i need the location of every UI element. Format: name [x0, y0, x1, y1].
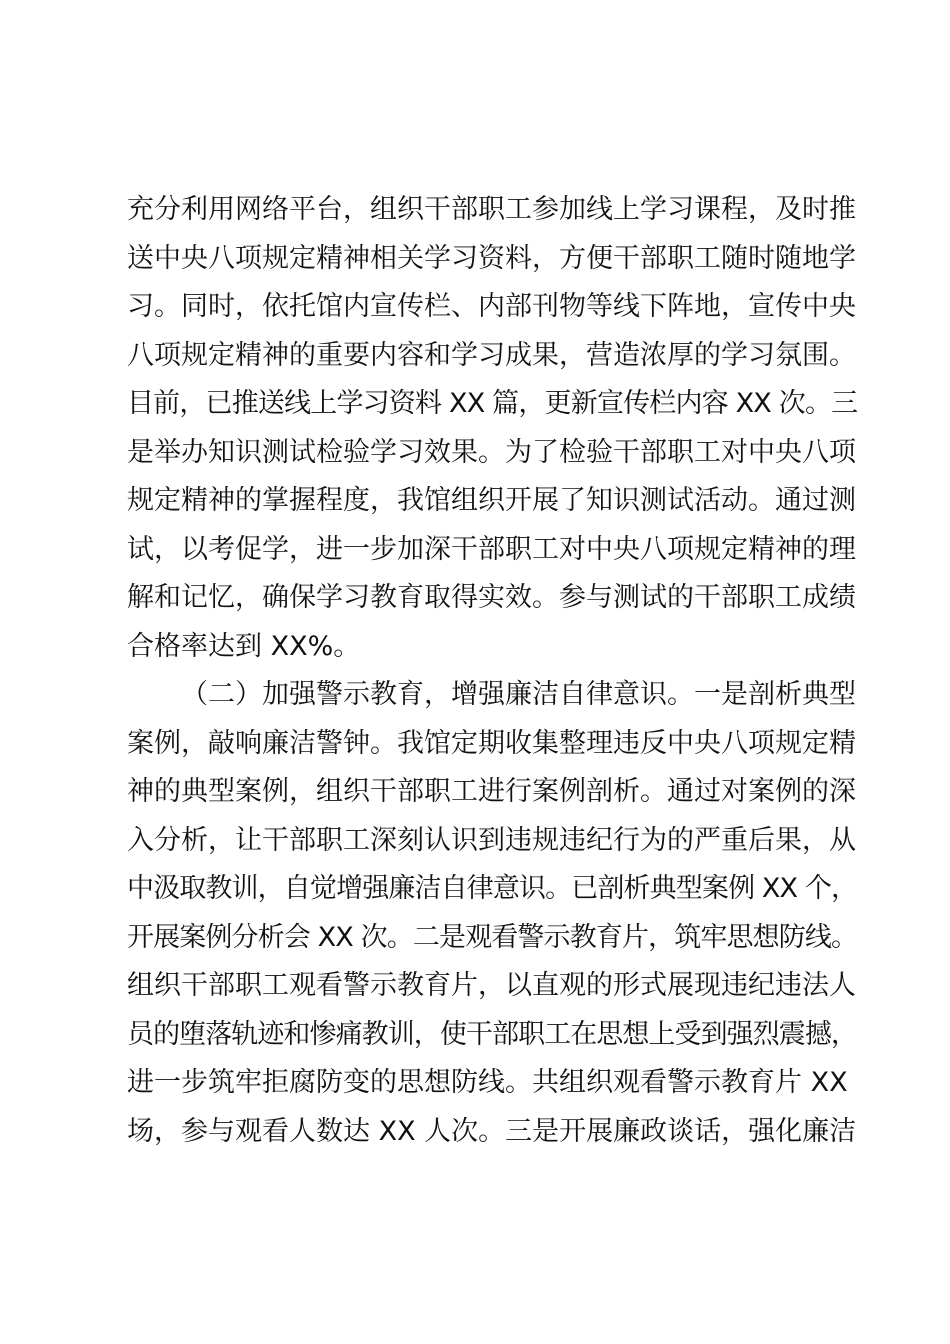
text-line-17: 组织干部职工观看警示教育片，以直观的形式展现违纪违法人 — [127, 970, 856, 1001]
text-line-19: 进一步筑牢拒腐防变的思想防线。共组织观看警示教育片 XX — [127, 1067, 848, 1098]
text-line-6: 是举办知识测试检验学习效果。为了检验干部职工对中央八项 — [127, 436, 856, 468]
text-line-13: 神的典型案例，组织干部职工进行案例剖析。通过对案例的深 — [127, 776, 856, 807]
text-line-7: 规定精神的掌握程度，我馆组织开展了知识测试活动。通过测 — [127, 485, 856, 516]
text-line-1: 充分利用网络平台，组织干部职工参加线上学习课程，及时推 — [127, 194, 856, 225]
paragraph-heading-line: （二）加强警示教育，增强廉洁自律意识。一是剖析典型 — [181, 679, 856, 710]
text-line-5: 目前，已推送线上学习资料 XX 篇，更新宣传栏内容 XX 次。三 — [127, 388, 858, 419]
text-line-8: 试，以考促学，进一步加深干部职工对中央八项规定精神的理 — [127, 533, 856, 565]
text-line-15: 中汲取教训，自觉增强廉洁自律意识。已剖析典型案例 XX 个， — [127, 873, 858, 904]
text-line-18: 员的堕落轨迹和惨痛教训，使干部职工在思想上受到强烈震撼， — [127, 1018, 857, 1050]
text-line-20: 场，参与观看人数达 XX 人次。三是开展廉政谈话，强化廉洁 — [127, 1115, 857, 1147]
text-line-4: 八项规定精神的重要内容和学习成果，营造浓厚的学习氛围。 — [127, 339, 856, 371]
text-line-16: 开展案例分析会 XX 次。二是观看警示教育片，筑牢思想防线。 — [127, 921, 858, 953]
text-line-3: 习。同时，依托馆内宣传栏、内部刊物等线下阵地，宣传中央 — [127, 291, 856, 322]
text-line-2: 送中央八项规定精神相关学习资料，方便干部职工随时随地学 — [127, 242, 856, 274]
body-text — [127, 186, 857, 1156]
text-line-12: 案例，敲响廉洁警钟。我馆定期收集整理违反中央八项规定精 — [127, 727, 856, 759]
text-line-14: 入分析，让干部职工深刻认识到违规违纪行为的严重后果，从 — [127, 824, 856, 856]
text-line-10: 合格率达到 XX%。 — [127, 630, 361, 662]
text-line-9: 解和记忆，确保学习教育取得实效。参与测试的干部职工成绩 — [127, 582, 856, 613]
